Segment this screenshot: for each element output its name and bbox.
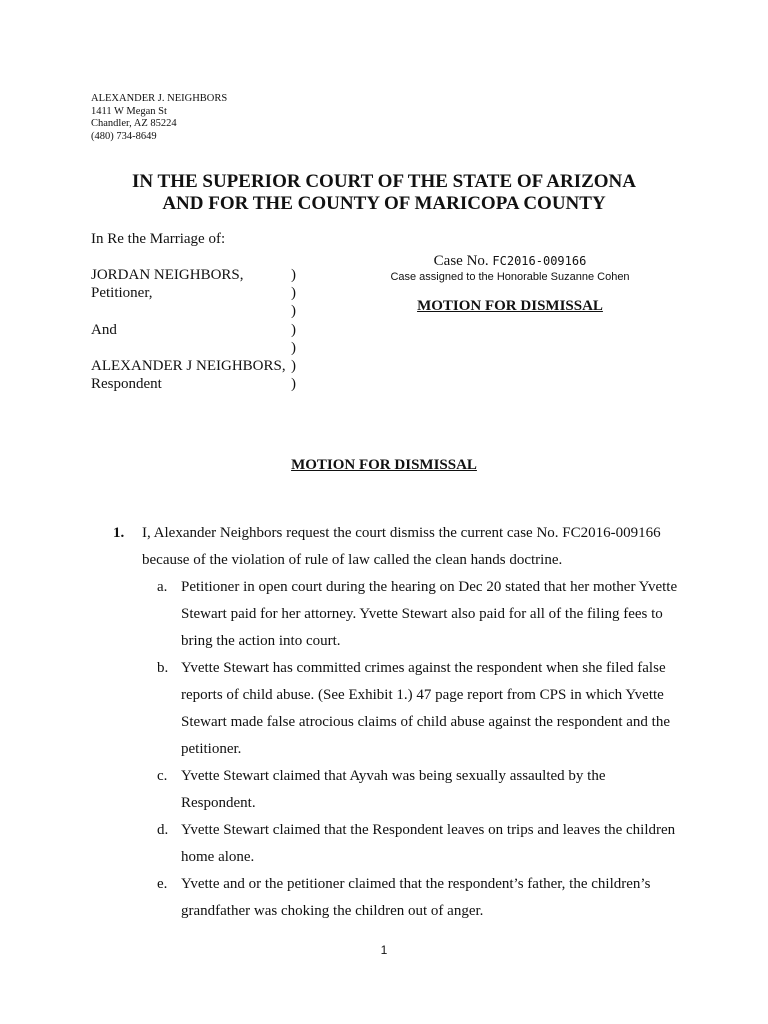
party-row <box>91 266 303 284</box>
motion-body <box>91 520 691 925</box>
list-item <box>157 817 691 871</box>
list-item-label: d. <box>157 822 169 838</box>
list-item-text: Yvette Stewart claimed that Ayvah was being sexually assaulted by the Respondent. <box>181 768 606 811</box>
party-text: Respondent <box>91 376 162 393</box>
party-row <box>91 339 303 357</box>
list-item-text: Yvette and or the petitioner claimed that the respondent’s father, the children’s grandfather was choking the children out of anger. <box>181 876 651 919</box>
caption-paren: ) <box>291 303 296 320</box>
list-item <box>157 655 691 763</box>
list-item-label: c. <box>157 768 168 784</box>
list-item <box>157 871 691 925</box>
numbered-item <box>91 520 691 574</box>
party-text <box>91 302 291 320</box>
sender-name: ALEXANDER J. NEIGHBORS <box>91 93 228 104</box>
party-row <box>91 284 303 302</box>
list-item-text: Yvette Stewart has committed crimes against the respondent when she filed false reports of child abuse. (See Exhibit 1.) 47 page report from CPS in which Yvette Stewart made false atrocious claims of child abuse against the respondent and the petitioner. <box>181 660 671 757</box>
list-item <box>157 574 691 655</box>
sender-street: 1411 W Megan St <box>91 105 167 117</box>
motion-heading: MOTION FOR DISMISSAL <box>291 457 477 473</box>
party-text <box>91 339 291 357</box>
item-number: 1. <box>113 525 125 541</box>
list-item <box>157 763 691 817</box>
caption-paren: ) <box>291 339 296 356</box>
court-heading <box>0 171 768 215</box>
list-item-label: b. <box>157 660 169 676</box>
court-heading-line2: AND FOR THE COUNTY OF MARICOPA COUNTY <box>162 193 606 214</box>
in-re-line: In Re the Marriage of: <box>91 231 226 247</box>
court-heading-line1: IN THE SUPERIOR COURT OF THE STATE OF ARIZONA <box>132 171 636 192</box>
list-item-text: Yvette Stewart claimed that the Respondent leaves on trips and leaves the children home alone. <box>181 822 676 865</box>
case-number-line <box>380 252 640 270</box>
party-text: JORDAN NEIGHBORS, <box>91 267 244 283</box>
caption-paren: ) <box>291 285 296 302</box>
list-item-label: e. <box>157 876 168 892</box>
case-number: FC2016-009166 <box>492 254 587 268</box>
party-row <box>91 302 303 320</box>
caption-paren: ) <box>291 357 296 374</box>
sender-phone: (480) 734-8649 <box>91 130 157 142</box>
party-row <box>91 321 303 339</box>
case-number-label: Case No. <box>433 253 489 269</box>
party-text: Petitioner, <box>91 285 153 302</box>
list-item-text: Petitioner in open court during the hearing on Dec 20 stated that her mother Yvette Stewart paid for her attorney. Yvette Stewart also paid for all of the filing fees to bring the action into court. <box>181 579 678 649</box>
party-text: And <box>91 321 117 338</box>
page-number: 1 <box>380 943 388 957</box>
list-item-label: a. <box>157 579 168 595</box>
sender-city: Chandler, AZ 85224 <box>91 118 177 129</box>
sender-address-block <box>91 93 227 143</box>
party-row <box>91 357 303 375</box>
caption-motion-title: MOTION FOR DISMISSAL <box>417 298 603 314</box>
party-row <box>91 375 303 393</box>
caption-paren: ) <box>291 321 296 338</box>
caption-paren: ) <box>291 376 296 393</box>
item-text: I, Alexander Neighbors request the court dismiss the current case No. FC2016-009166 because of the violation of rule of law called the clean hands doctrine. <box>142 525 661 568</box>
parties-caption <box>91 266 303 393</box>
case-assigned-judge: Case assigned to the Honorable Suzanne Cohen <box>390 271 630 283</box>
party-text: ALEXANDER J NEIGHBORS, <box>91 357 286 374</box>
case-info-block <box>380 252 640 315</box>
caption-paren: ) <box>291 267 296 283</box>
